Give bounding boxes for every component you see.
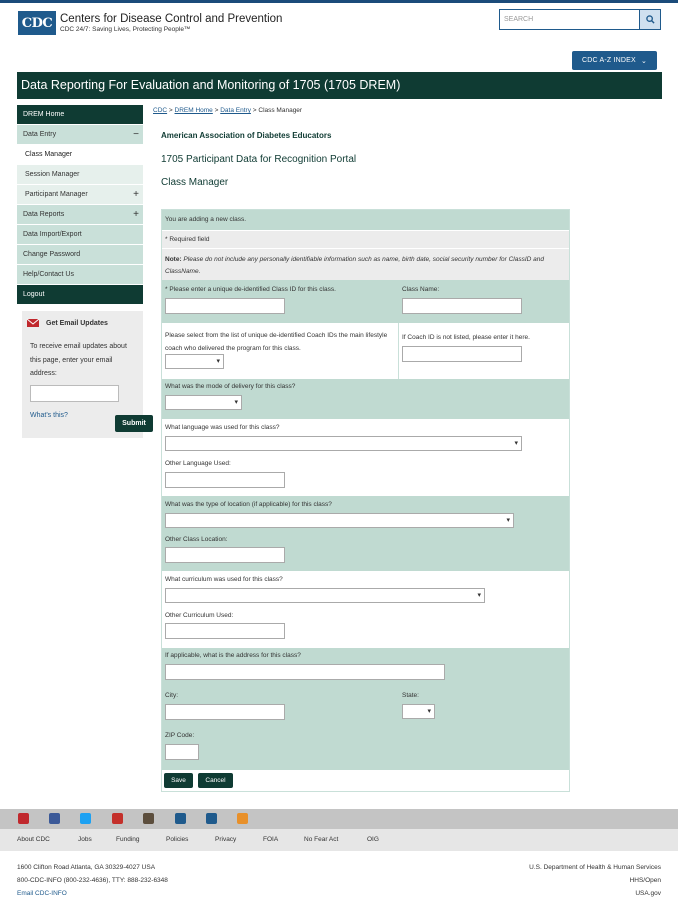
class-id-row [162, 280, 569, 323]
sidebar-item-label: Logout [23, 291, 45, 298]
class-id-input[interactable] [165, 298, 285, 314]
breadcrumb-separator: > [252, 107, 257, 114]
sidebar-item-label: DREM Home [23, 111, 65, 118]
organization-name: American Association of Diabetes Educators [161, 131, 332, 140]
form-actions [162, 770, 569, 791]
language-select[interactable] [165, 436, 522, 451]
pii-note-row [162, 248, 569, 280]
sidebar-item-label: Data Import/Export [23, 231, 82, 238]
address-label: If applicable, what is the address for this class? [165, 652, 301, 659]
cdc-logo-mark: CDC [18, 11, 56, 35]
sidebar-item-data-import-export[interactable] [17, 225, 143, 245]
sidebar-item-logout[interactable] [17, 285, 143, 305]
footer-hhs-open[interactable]: HHS/Open [629, 877, 661, 884]
sidebar-item-session-manager[interactable] [17, 165, 143, 185]
youtube-icon[interactable] [112, 813, 123, 824]
breadcrumb-separator: > [168, 107, 173, 114]
footer-links-bar [0, 829, 678, 851]
footer-link-no-fear-act[interactable]: No Fear Act [304, 836, 339, 843]
curriculum-select[interactable] [165, 588, 485, 603]
search-button[interactable] [639, 10, 660, 29]
email-icon[interactable] [18, 813, 29, 824]
search-input[interactable]: SEARCH [504, 16, 534, 23]
language-row [162, 419, 569, 496]
class-name-input[interactable] [402, 298, 522, 314]
address-row [162, 648, 569, 770]
city-input[interactable] [165, 704, 285, 720]
sidebar-item-label: Help/Contact Us [23, 271, 74, 278]
coach-other-label: If Coach ID is not listed, please enter it here. [402, 334, 530, 341]
breadcrumb-separator: > [214, 107, 219, 114]
footer-link-privacy[interactable]: Privacy [215, 836, 237, 843]
sidebar-item-class-manager[interactable] [17, 145, 143, 165]
az-index-label: CDC A-Z INDEX [581, 57, 636, 64]
coach-select[interactable] [165, 354, 224, 369]
email-input[interactable] [30, 385, 119, 402]
pii-note-text: Please do not include any personally identifiable information such as name, birth date, social security number for ClassID and ClassName. [165, 256, 545, 275]
az-index-button[interactable] [572, 51, 657, 70]
state-select[interactable] [402, 704, 435, 719]
tv-icon[interactable] [206, 813, 217, 824]
class-name-label: Class Name: [402, 286, 440, 293]
instagram-icon[interactable] [143, 813, 154, 824]
delivery-label: What was the mode of delivery for this class? [165, 383, 296, 390]
location-select[interactable] [165, 513, 514, 528]
breadcrumb-cdc[interactable]: CDC [153, 107, 168, 114]
rss-icon[interactable] [237, 813, 248, 824]
sidebar-item-label: Data Reports [23, 211, 65, 218]
top-accent-bar [0, 0, 678, 3]
address-input[interactable] [165, 664, 445, 680]
other-language-label: Other Language Used: [165, 460, 231, 467]
search-icon [646, 15, 655, 24]
collapse-icon[interactable]: − [133, 129, 139, 140]
delivery-row [162, 379, 569, 419]
state-label: State: [402, 692, 419, 699]
facebook-icon[interactable] [49, 813, 60, 824]
footer-usa-gov[interactable]: USA.gov [635, 890, 661, 897]
email-icon [26, 317, 40, 329]
pii-note-label: Note: [165, 256, 182, 263]
email-updates-title: Get Email Updates [46, 319, 108, 327]
social-icons-bar [0, 809, 678, 829]
chevron-down-icon: ⌄ [640, 57, 648, 65]
other-language-input[interactable] [165, 472, 285, 488]
section-title: Class Manager [161, 177, 229, 188]
coach-row [162, 323, 569, 379]
breadcrumb-current: Class Manager [258, 107, 303, 114]
form-notice-row [162, 210, 569, 230]
portal-title: 1705 Participant Data for Recognition Portal [161, 154, 357, 165]
footer-address-block [17, 861, 168, 900]
zip-label: ZIP Code: [165, 732, 195, 739]
footer-link-policies[interactable]: Policies [166, 836, 189, 843]
save-button[interactable]: Save [164, 773, 193, 788]
footer-email-link[interactable]: Email CDC-INFO [17, 890, 67, 897]
cdc-logo[interactable] [18, 10, 282, 36]
footer-link-foia[interactable]: FOIA [263, 836, 279, 843]
expand-icon[interactable]: + [133, 209, 139, 220]
sidebar-item-label: Participant Manager [25, 191, 88, 198]
curriculum-label: What curriculum was used for this class? [165, 576, 283, 583]
sidebar-item-label: Data Entry [23, 131, 57, 138]
other-curriculum-input[interactable] [165, 623, 285, 639]
whats-this-link[interactable]: What's this? [30, 412, 68, 419]
email-submit-button[interactable]: Submit [115, 415, 153, 432]
sidebar-item-help-contact[interactable] [17, 265, 143, 285]
language-label: What language was used for this class? [165, 424, 280, 431]
footer-link-jobs[interactable]: Jobs [78, 836, 92, 843]
sidebar-item-change-password[interactable] [17, 245, 143, 265]
sidebar-item-label: Class Manager [25, 151, 73, 158]
sidebar-item-participant-manager[interactable] [17, 185, 143, 205]
email-updates-box [22, 311, 146, 438]
sidebar-item-data-reports[interactable] [17, 205, 143, 225]
zip-input[interactable] [165, 744, 199, 760]
location-label: What was the type of location (if applicable) for this class? [165, 501, 332, 508]
cancel-button[interactable]: Cancel [198, 773, 233, 788]
site-title: Centers for Disease Control and Prevention [60, 12, 283, 25]
footer-phone: 800-CDC-INFO (800-232-4636), TTY: 888-232-6348 [17, 877, 168, 884]
footer-address: 1600 Clifton Road Atlanta, GA 30329-4027 USA [17, 864, 156, 871]
city-label: City: [165, 692, 178, 699]
sidebar-item-label: Session Manager [25, 171, 80, 178]
other-location-label: Other Class Location: [165, 536, 228, 543]
email-updates-description: To receive email updates about this page, enter your email address: [30, 343, 127, 377]
page-title: Data Reporting For Evaluation and Monitoring of 1705 (1705 DREM) [17, 72, 662, 99]
other-curriculum-label: Other Curriculum Used: [165, 612, 234, 619]
delivery-select[interactable] [165, 395, 242, 410]
class-id-label: * Please enter a unique de-identified Class ID for this class. [165, 286, 336, 293]
breadcrumb-drem-home[interactable]: DREM Home [174, 107, 213, 114]
twitter-icon[interactable] [80, 813, 91, 824]
curriculum-row [162, 571, 569, 648]
required-row [162, 230, 569, 248]
coach-other-input[interactable] [402, 346, 522, 362]
location-row [162, 496, 569, 571]
breadcrumb [153, 107, 302, 114]
breadcrumb-data-entry[interactable]: Data Entry [220, 107, 251, 114]
sidebar-item-drem-home[interactable] [17, 105, 143, 125]
sidebar-nav [17, 105, 143, 305]
footer-hhs[interactable]: U.S. Department of Health & Human Services [529, 864, 661, 871]
sidebar-item-label: Change Password [23, 251, 81, 258]
site-tagline: CDC 24/7: Saving Lives, Protecting People™ [60, 25, 191, 33]
class-form [161, 209, 570, 792]
footer-hhs-block [529, 861, 661, 900]
podcast-icon[interactable] [175, 813, 186, 824]
coach-label: Please select from the list of unique de-identified Coach IDs the main lifestyle coach who delivered the program for this class. [165, 332, 388, 352]
footer-link-oig[interactable]: OIG [367, 836, 379, 843]
other-location-input[interactable] [165, 547, 285, 563]
sidebar-item-data-entry[interactable] [17, 125, 143, 145]
search-box [499, 9, 661, 30]
footer-link-about[interactable]: About CDC [17, 836, 50, 843]
pii-note [165, 254, 565, 278]
form-notice: You are adding a new class. [165, 216, 247, 223]
expand-icon[interactable]: + [133, 189, 139, 200]
required-note: * Required field [165, 236, 210, 243]
footer-link-funding[interactable]: Funding [116, 836, 140, 843]
